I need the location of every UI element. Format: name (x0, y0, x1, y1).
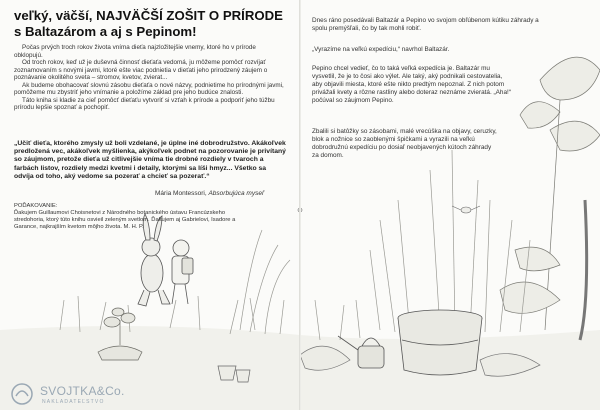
tree-trunk (580, 200, 587, 340)
publisher-emblem-icon (8, 382, 36, 406)
page-gutter (299, 0, 301, 410)
story-paragraph-2: „Vyrazíme na veľkú expedíciu,“ navrhol Baltazár. (312, 46, 450, 53)
story-paragraph-1: Dnes ráno posedávali Baltazár a Pepino vo svojom obľúbenom kútiku záhrady a spolu premýšľali, čo by tak mohli robiť. (312, 17, 539, 32)
ack-heading: POĎAKOVANIE: (14, 203, 58, 209)
publisher-tagline: NAKLADATEĽSTVO (42, 399, 105, 405)
story-paragraph-3: Pepino chcel vedieť, čo to taká veľká expedícia je. Baltazár mu vysvetlil, že je to čosi ako výlet. Ale taký, aký podnikali cestovatelia, aby objavili miesta, ktoré ešte nikto predtým nepoznal. Z nich potom privážali kvety a rôzne rastliny alebo doteraz neznáme zvieratá. „Aha!“ počúval so záujmom Pepino. (312, 65, 511, 104)
intro-paragraph: Táto kniha si kladie za cieľ pomôcť dieťaťu vytvoriť si vzťah k prírode a podporiť jeho túžbu prírodu lepšie spoznať a pochopiť. (14, 96, 275, 111)
publisher-logo (8, 382, 128, 408)
quote-citation (155, 190, 290, 197)
citation-work: Absorbujúca myseľ (208, 190, 264, 197)
title-line-1: veľký, väčší, NAJVÄČŠÍ ZOŠIT O PRÍRODE (14, 8, 283, 23)
intro-paragraph: Ak budeme obohacovať slovnú zásobu dieťaťa o nové názvy, podnietime ho prírodnými javmi, pomôžeme mu zbystriť jeho vnímanie a položíme základ pre jeho budúce znalosti. (14, 81, 284, 96)
intro-paragraph: Od troch rokov, keď už je duševná činnosť dieťaťa vedomá, ju môžeme pomôcť rozvíjať zoznamovaním s novými javmi, ktoré ešte viac podnietia v dieťati jeho prirodzený záujem o poznávanie okolitého sveta – stromov, kvetov, zvierat... (14, 59, 268, 81)
water-tub (398, 310, 482, 375)
publisher-name: SVOJTKA&Co. (40, 384, 125, 398)
child-pepino (172, 240, 193, 304)
intro-text (14, 44, 284, 112)
story-paragraph-4: Zbalili si batôžky so zásobami, malé vrecúška na objavy, ceruzky, blok a nožnice so zaoblenými špičkami a vyrazili na veľkú dobrodružnú expedíciu po dosiaľ neobjavených kútoch záhrady za domom. (312, 128, 497, 159)
intro-paragraph: Počas prvých troch rokov života vnímа dieťa najzložitejšie vnemy, ktoré ho v prírode obklopujú. (14, 44, 256, 59)
montessori-quote: „Učiť dieťa, ktorého zmysly už boli vzdelané, je úplne iné dobrodružstvo. Akákoľvek predložená vec, akákoľvek myšlienka, akýkoľvek podnet na pozorovanie je privítaný so záujmom, pretože dieťa už citlivejšie vníma tie drobné rozdiely v tvaroch a farbách listov, rozdiely medzi kvetmi i detaily, ktorými sa líši hmyz... Všetko sa odvíja od toho, aký vedome sa pozerať a chcieť sa pozerať.“ (14, 140, 286, 180)
book-title (14, 8, 294, 40)
acknowledgements (14, 203, 239, 231)
citation-author: Mária Montessori, (155, 190, 207, 197)
ack-text: Ďakujem Guillaumovi Choisnetovi z Národného botanického ústavu Francúzskeho stredohoria, ktorý túto knihu osvieil zeleným svetlom. Ďakujem aj Gabrielovi, Isadore a Garance, najkrajším kvetom môjho života. M. H. P. (14, 210, 236, 230)
title-line-2: s Baltazárom a aj s Pepinom! (14, 24, 197, 39)
